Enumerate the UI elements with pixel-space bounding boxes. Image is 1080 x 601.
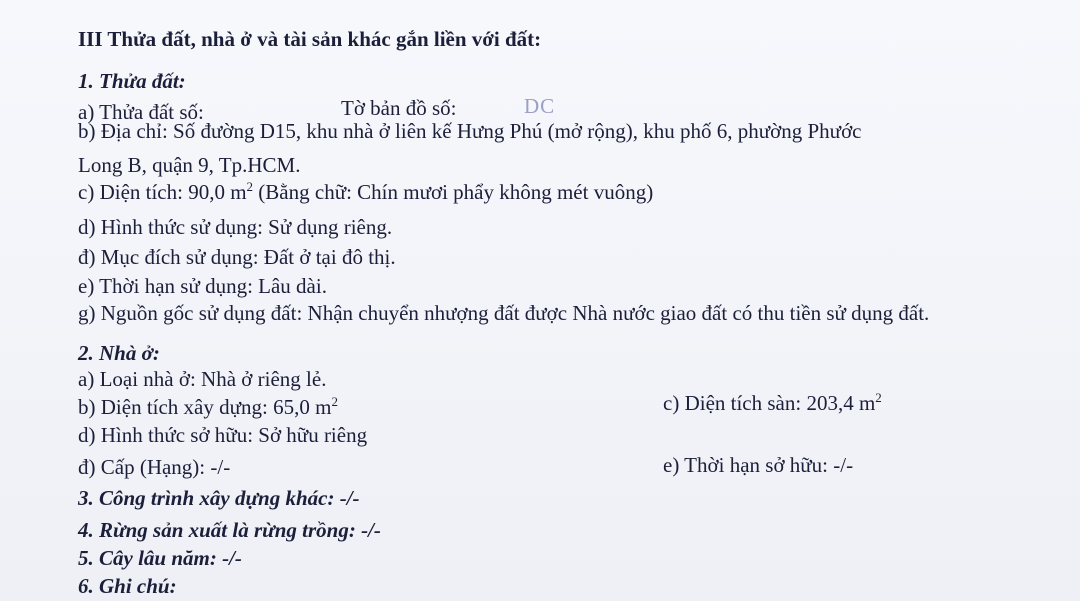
land-usage-form: d) Hình thức sử dụng: Sử dụng riêng. — [78, 215, 393, 239]
house-ownership-term: e) Thời hạn sở hữu: -/- — [663, 453, 854, 477]
house-type: a) Loại nhà ở: Nhà ở riêng lẻ. — [78, 367, 327, 391]
other-construction: 3. Công trình xây dựng khác: -/- — [78, 486, 360, 510]
notes-heading: 6. Ghi chú: — [78, 574, 177, 598]
house-construction-area-value: b) Diện tích xây dựng: 65,0 m — [78, 395, 332, 419]
land-address-line1: b) Địa chỉ: Số đường D15, khu nhà ở liên kế Hưng Phú (mở rộng), khu phố 6, phường Phước — [78, 119, 862, 143]
land-heading: 1. Thửa đất: — [78, 69, 186, 93]
land-area-words: (Bằng chữ: Chín mươi phẩy không mét vuông) — [253, 180, 654, 204]
land-area-value: c) Diện tích: 90,0 m — [78, 180, 247, 204]
land-parcel-number: a) Thửa đất số: — [78, 100, 204, 124]
section-title: III Thửa đất, nhà ở và tài sản khác gắn liền với đất: — [78, 27, 542, 51]
production-forest: 4. Rừng sản xuất là rừng trồng: -/- — [78, 518, 381, 542]
house-construction-area — [78, 394, 338, 420]
house-construction-area-sup: 2 — [331, 394, 338, 409]
house-floor-area-value: c) Diện tích sàn: 203,4 m — [663, 391, 876, 415]
land-usage-purpose: đ) Mục đích sử dụng: Đất ở tại đô thị. — [78, 245, 396, 269]
land-area — [78, 179, 653, 205]
land-usage-origin: g) Nguồn gốc sử dụng đất: Nhận chuyển nhượng đất được Nhà nước giao đất có thu tiền sử dụng đất. — [78, 301, 930, 325]
land-address-line2: Long B, quận 9, Tp.HCM. — [78, 153, 301, 177]
house-ownership-form: d) Hình thức sở hữu: Sở hữu riêng — [78, 423, 368, 447]
house-floor-area — [663, 390, 882, 416]
house-floor-area-sup: 2 — [875, 390, 882, 405]
land-usage-term: e) Thời hạn sử dụng: Lâu dài. — [78, 274, 327, 298]
land-map-sheet-value: DC — [524, 94, 556, 118]
land-area-unit-sup: 2 — [246, 179, 254, 194]
land-map-sheet-label: Tờ bản đồ số: — [341, 96, 457, 120]
house-heading: 2. Nhà ở: — [78, 341, 160, 365]
perennial-trees: 5. Cây lâu năm: -/- — [78, 546, 242, 570]
house-grade: đ) Cấp (Hạng): -/- — [78, 455, 231, 479]
